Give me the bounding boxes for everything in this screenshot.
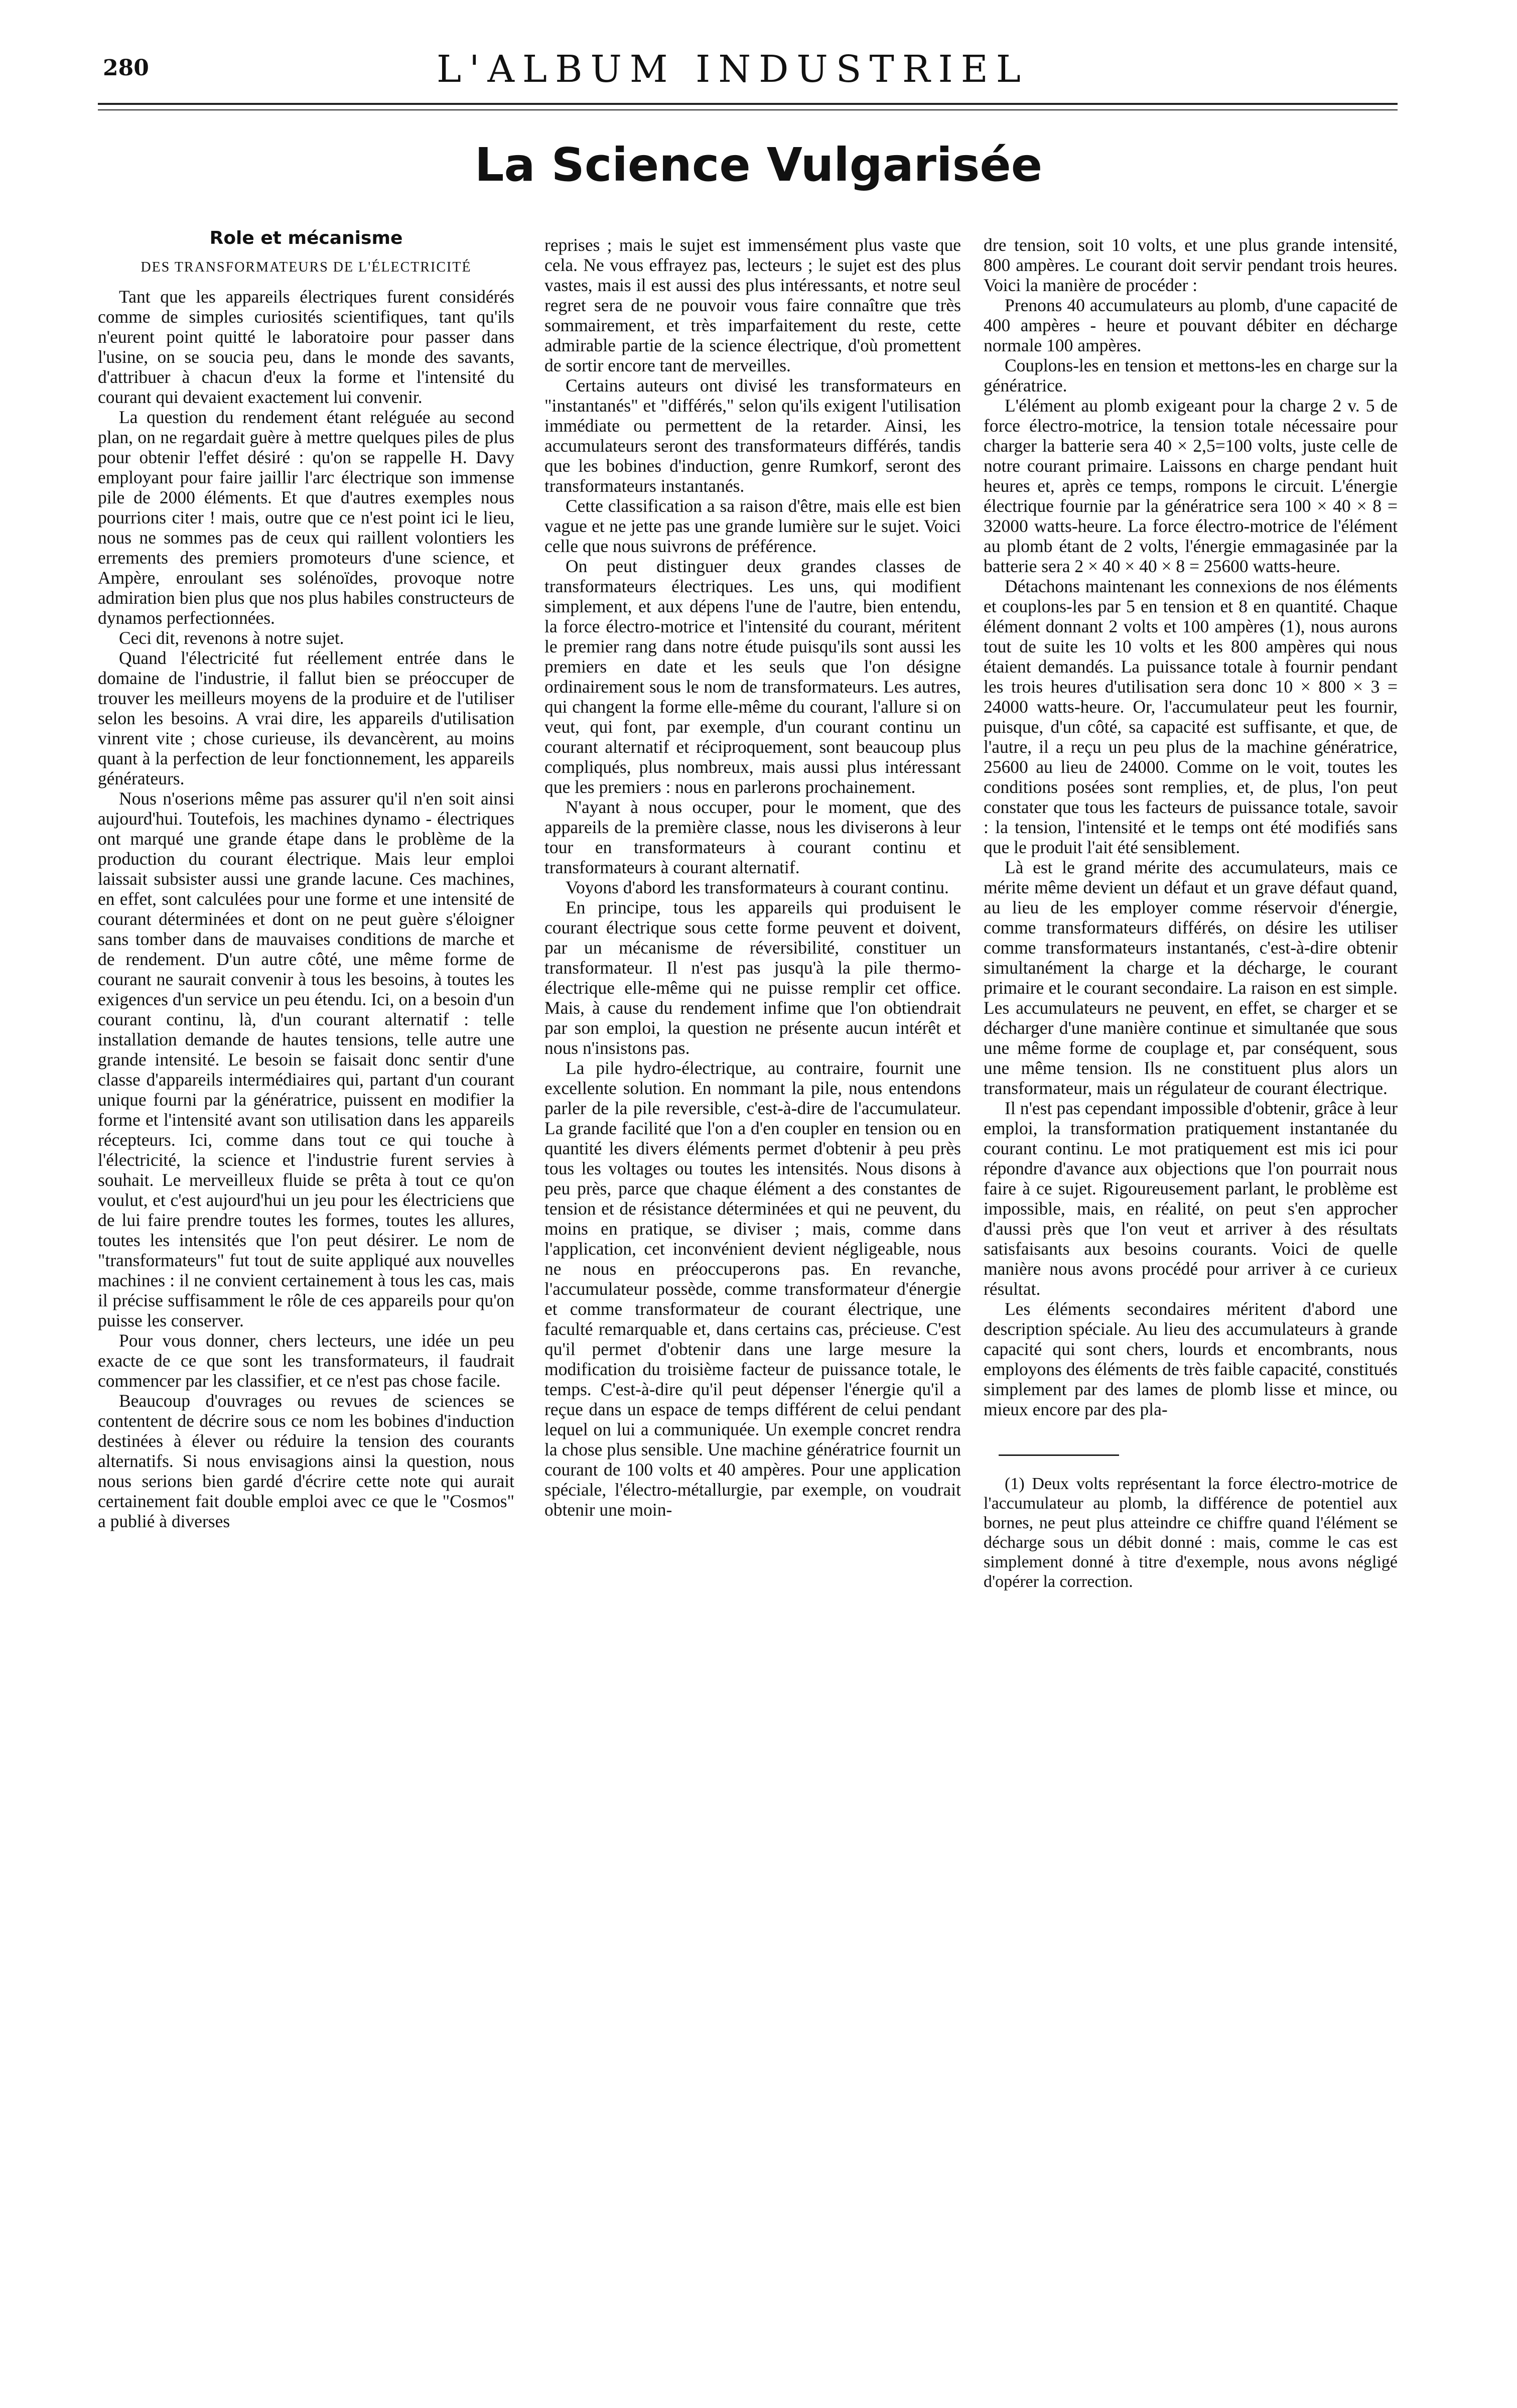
paragraph: Là est le grand mérite des accumulateurs, mais ce mérite même devient un défaut et un grave défaut quand, au lieu de les employer comme réservoir d'énergie, comme transformateurs différés, on désire les utiliser comme transformateurs instantanés, c'est-à-dire obtenir simultanément la charge et la décharge, le courant primaire et le courant secondaire. La raison en est simple. Les accumulateurs ne peuvent, en effet, se charger et se décharger d'une manière continue et simultanée que sous une même forme de couplage et, par conséquent, sous une même tension. Ils ne constituent plus alors un transformateur, mais un régulateur de courant électrique.	[984, 857, 1398, 1098]
column-3	[984, 235, 1398, 1591]
paragraph: Tant que les appareils électriques furent considérés comme de simples curiosités scientifiques, tant qu'ils n'eurent point quitté le laboratoire pour passer dans l'usine, on se soucia peu, dans le monde des savants, d'attribuer à chacun d'eux la forme et l'intensité du courant qui devaient exactement lui convenir.	[98, 287, 514, 407]
paragraph: Pour vous donner, chers lecteurs, une idée un peu exacte de ce que sont les transformateurs, il faudrait commencer par les classifier, et ce n'est pas chose facile.	[98, 1330, 514, 1391]
paragraph: dre tension, soit 10 volts, et une plus grande intensité, 800 ampères. Le courant doit servir pendant trois heures. Voici la manière de procéder :	[984, 235, 1398, 295]
page-number: 280	[103, 55, 149, 81]
paragraph: N'ayant à nous occuper, pour le moment, que des appareils de la première classe, nous les diviserons à leur tour en transformateurs à courant continu et transformateurs à courant alternatif.	[544, 797, 961, 877]
paragraph: Cette classification a sa raison d'être, mais elle est bien vague et ne jette pas une grande lumière sur le sujet. Voici celle que nous suivrons de préférence.	[544, 496, 961, 556]
paragraph: Prenons 40 accumulateurs au plomb, d'une capacité de 400 ampères - heure et pouvant débiter en décharge normale 100 ampères.	[984, 295, 1398, 355]
column-2	[544, 235, 961, 1520]
section-heading: Role et mécanisme	[209, 228, 403, 248]
footnote-rule	[999, 1454, 1119, 1456]
paragraph: Certains auteurs ont divisé les transformateurs en "instantanés" et "différés," selon qu'ils exigent l'utilisation immédiate ou permettent de la retarder. Ainsi, les accumulateurs seront des transformateurs différés, tandis que les bobines d'induction, genre Rumkorf, seront des transformateurs instantanés.	[544, 375, 961, 496]
paragraph: Quand l'électricité fut réellement entrée dans le domaine de l'industrie, il fallut bien se préoccuper de trouver les meilleurs moyens de la produire et de l'utiliser selon les besoins. A vrai dire, les appareils d'utilisation vinrent vite ; chose curieuse, ils devancèrent, au moins quant à la perfection de leur fonctionnement, les appareils générateurs.	[98, 648, 514, 788]
running-head: L'ALBUM INDUSTRIEL	[437, 48, 1029, 91]
article-title: La Science Vulgarisée	[474, 138, 1043, 192]
paragraph: Détachons maintenant les connexions de nos éléments et couplons-les par 5 en tension et 8 en quantité. Chaque élément donnant 2 volts et 100 ampères (1), nous aurons tout de suite les 10 volts et les 800 ampères qui nous étaient demandés. La puissance totale à fournir pendant les trois heures d'utilisation sera donc 10 × 800 × 3 = 24000 watts-heure. Or, l'accumulateur peut les fournir, puisque, d'un côté, sa capacité est suffisante, et que, de l'autre, il a reçu un peu plus de la machine génératrice, 25600 au lieu de 24000. Comme on le voit, toutes les conditions posées sont remplies, et, de plus, l'on peut constater que tous les facteurs de puissance totale, savoir : la tension, l'intensité et le temps ont été modifiés sans que le produit l'ait été sensiblement.	[984, 576, 1398, 857]
paragraph: Voyons d'abord les transformateurs à courant continu.	[566, 877, 949, 897]
paragraph: Ceci dit, revenons à notre sujet.	[119, 628, 344, 648]
paragraph: En principe, tous les appareils qui produisent le courant électrique sous cette forme peuvent et doivent, par un mécanisme de réversibilité, constituer un transformateur. Il n'est pas jusqu'à la pile thermo-électrique elle-même qui ne puisse remplir cet office. Mais, à cause du rendement infime que l'on obtiendrait par son emploi, la question ne présente aucun intérêt et nous n'insistons pas.	[544, 897, 961, 1058]
paragraph: On peut distinguer deux grandes classes de transformateurs électriques. Les uns, qui modifient simplement, et aux dépens l'une de l'autre, bien entendu, la force électro-motrice et l'intensité du courant, méritent le premier rang dans notre étude puisqu'ils sont aussi les premiers en date et les seuls que l'on désigne ordinairement sous le nom de transformateurs. Les autres, qui changent la forme elle-même du courant, l'allure si on veut, qui font, par exemple, d'un courant continu un courant alternatif et réciproquement, sont beaucoup plus compliqués, plus nombreux, mais aussi plus intéressant que les premiers : nous en parlerons prochainement.	[544, 556, 961, 797]
paragraph: Les éléments secondaires méritent d'abord une description spéciale. Au lieu des accumulateurs à grande capacité qui sont chers, lourds et encombrants, nous employons des éléments de très faible capacité, constitués simplement par des lames de plomb lisse et mince, ou mieux encore par des pla-	[984, 1299, 1398, 1419]
paragraph: La pile hydro-électrique, au contraire, fournit une excellente solution. En nommant la pile, nous entendons parler de la pile reversible, c'est-à-dire de l'accumulateur. La grande facilité que l'on a d'en coupler en tension ou en quantité les divers éléments permet d'obtenir à peu près tous les voltages ou toutes les intensités. Nous disons à peu près, parce que chaque élément a des constantes de tension et de résistance déterminées et qui ne peuvent, du moins en pratique, se diviser ; mais, comme dans l'application, cet inconvénient devient négligeable, nous ne nous en préoccuperons pas. En revanche, l'accumulateur possède, comme transformateur d'énergie et comme transformateur de courant électrique, une faculté remarquable et, dans certains cas, précieuse. C'est qu'il permet d'obtenir dans une large mesure la modification du troisième facteur de puissance totale, le temps. C'est-à-dire qu'il peut dépenser l'énergie qu'il a reçue dans un espace de temps différent de celui pendant lequel on lui a communiquée. Un exemple concret rendra la chose plus sensible. Une machine génératrice fournit un courant de 100 volts et 40 ampères. Pour une application spéciale, l'électro-métallurgie, par exemple, on voudrait obtenir une moin-	[544, 1058, 961, 1520]
paragraph: Nous n'oserions même pas assurer qu'il n'en soit ainsi aujourd'hui. Toutefois, les machines dynamo - électriques ont marqué une grande étape dans le problème de la production du courant électrique. Mais leur emploi laissait subsister aussi une grande lacune. Ces machines, en effet, sont calculées pour une forme et une intensité de courant déterminées et dont on ne peut guère s'éloigner sans tomber dans de mauvaises conditions de marche et de rendement. D'un autre côté, une même forme de courant ne saurait convenir à tous les besoins, à toutes les exigences d'un service un peu étendu. Ici, on a besoin d'un courant continu, là, d'un courant alternatif : telle installation demande de hautes tensions, telle autre une grande intensité. Le besoin se faisait donc sentir d'une classe d'appareils intermédiaires qui, partant d'un courant unique fourni par la génératrice, puissent en modifier la forme et l'intensité avant son utilisation dans les appareils récepteurs. Ici, comme dans tout ce qui touche à l'électricité, la science et l'industrie furent servies à souhait. Le merveilleux fluide se prêta à tout ce qu'on voulut, et c'est aujourd'hui un jeu pour les électriciens que de lui faire prendre toutes les formes, toutes les allures, toutes les intensités que l'on peut désirer. Le nom de "transformateurs" fut tout de suite appliqué aux nouvelles machines : il ne convient certainement à tous les cas, mais il précise suffisamment le rôle de ces appareils pour qu'on puisse les conserver.	[98, 788, 514, 1330]
column-1	[98, 228, 514, 1531]
header-rule-thick	[98, 103, 1398, 105]
paragraph: L'élément au plomb exigeant pour la charge 2 v. 5 de force électro-motrice, la tension totale nécessaire pour charger la batterie sera 40 × 2,5=100 volts, juste celle de notre courant primaire. Laissons en charge pendant huit heures et, après ce temps, rompons le circuit. L'énergie électrique fournie par la génératrice sera 100 × 40 × 8 = 32000 watts-heure. La force électro-motrice de l'élément au plomb étant de 2 volts, l'énergie emmagasinée par la batterie sera 2 × 40 × 40 × 8 = 25600 watts-heure.	[984, 395, 1398, 576]
header-rule-thin	[98, 109, 1398, 110]
paragraph: Il n'est pas cependant impossible d'obtenir, grâce à leur emploi, la transformation pratiquement instantanée du courant continu. Le mot pratiquement est mis ici pour répondre d'avance aux objections que l'on pourrait nous faire à ce sujet. Rigoureusement parlant, le problème est impossible, mais, en réalité, on peut s'en approcher d'aussi près que l'on veut et arriver à des résultats satisfaisants aux besoins courants. Voici de quelle manière nous avons procédé pour arriver à ce curieux résultat.	[984, 1098, 1398, 1299]
paragraph: La question du rendement étant reléguée au second plan, on ne regardait guère à mettre quelques piles de plus pour obtenir l'effet désiré : qu'on se rappelle H. Davy employant pour faire jaillir l'arc électrique son immense pile de 2000 éléments. Et que d'autres exemples nous pourrions citer ! mais, outre que ce n'est point ici le lieu, nous ne sommes pas de ceux qui raillent volontiers les errements des premiers promoteurs d'une science, et Ampère, enroulant ses solénoïdes, provoque notre admiration bien plus que nos plus habiles constructeurs de dynamos perfectionnées.	[98, 407, 514, 628]
paragraph: reprises ; mais le sujet est immensément plus vaste que cela. Ne vous effrayez pas, lecteurs ; le sujet est des plus vastes, mais il est aussi des plus intéressants, et notre seul regret sera de ne pouvoir vous faire connaître que très sommairement, et très imparfaitement du reste, cette admirable partie de la science électrique, d'où promettent de sortir encore tant de merveilles.	[544, 235, 961, 375]
footnote: (1) Deux volts représentant la force électro-motrice de l'accumulateur au plomb, la différence de potentiel aux bornes, ne peut plus atteindre ce chiffre quand l'élément se décharge sous un débit donné : mais, comme le cas est simplement donné à titre d'exemple, nous avons négligé d'opérer la correction.	[984, 1475, 1398, 1591]
section-subheading: DES TRANSFORMATEURS DE L'ÉLECTRICITÉ	[141, 259, 472, 275]
paragraph: Beaucoup d'ouvrages ou revues de sciences se contentent de décrire sous ce nom les bobines d'induction destinées à élever ou réduire la tension des courants alternatifs. Si nous envisagions ainsi la question, nous nous serions bien gardé d'écrire cette note qui aurait certainement fait double emploi avec ce que le "Cosmos" a publié à diverses	[98, 1391, 514, 1531]
paragraph: Couplons-les en tension et mettons-les en charge sur la génératrice.	[984, 355, 1398, 395]
